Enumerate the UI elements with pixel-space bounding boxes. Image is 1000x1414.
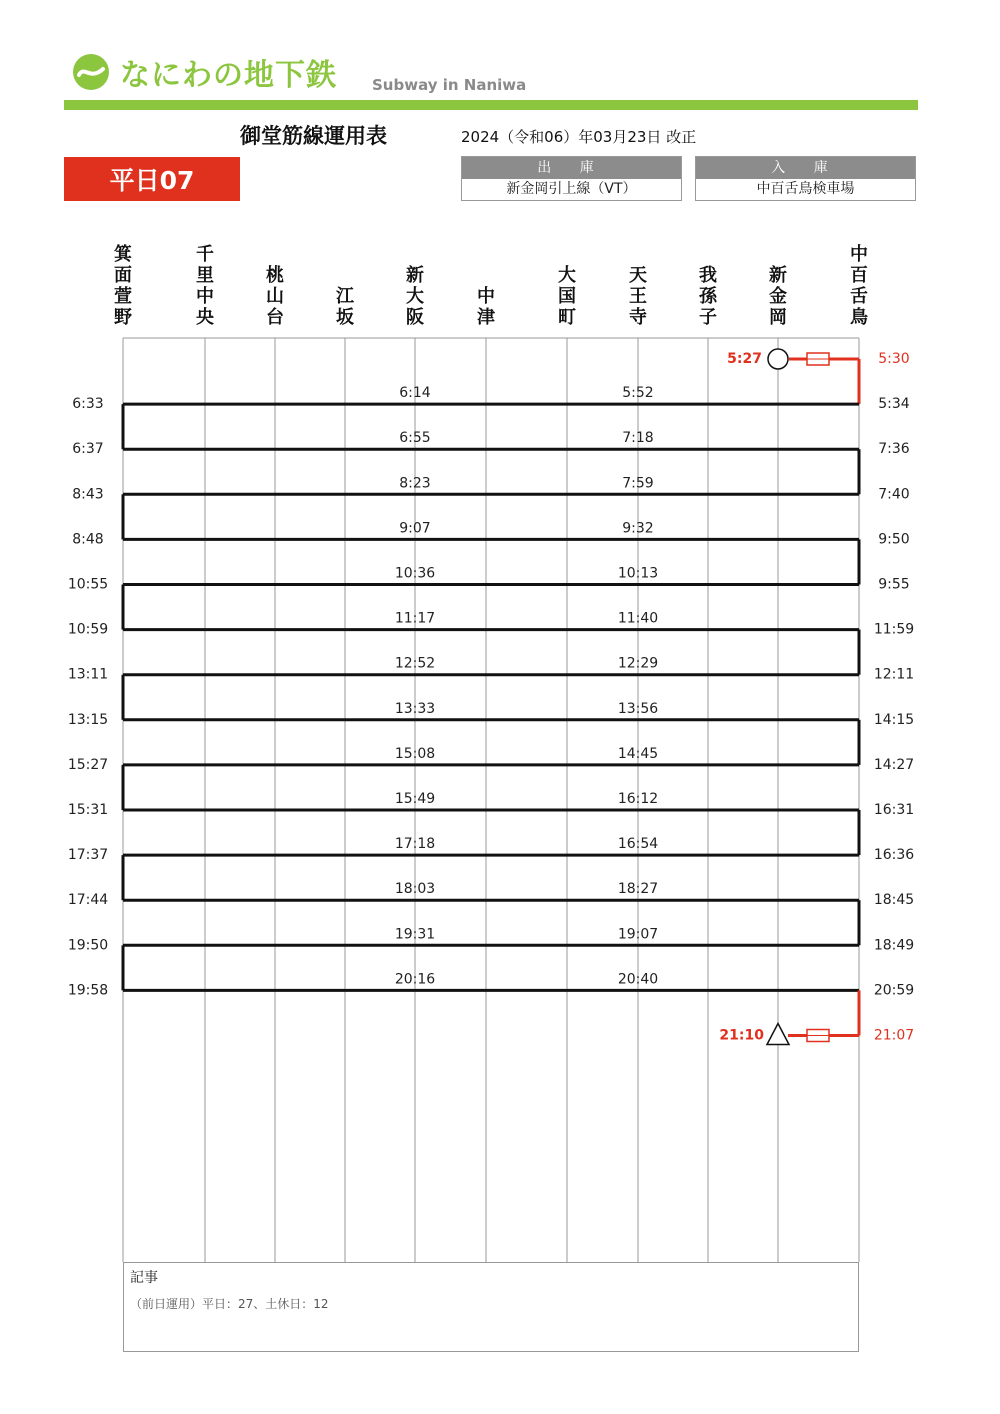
- notes-title: 記事: [130, 1270, 158, 1286]
- nakamozu-arrival-time: 18:45: [873, 892, 915, 909]
- station-name-char: 町: [558, 307, 576, 328]
- tennoji-time: 10:13: [617, 565, 659, 582]
- tennoji-time: 11:40: [617, 610, 659, 627]
- shin-osaka-time: 15:49: [394, 791, 436, 807]
- station-name-char: 中: [850, 244, 868, 265]
- station-name-char: 萱: [114, 286, 132, 307]
- tennoji-time: 16:12: [617, 791, 659, 807]
- shin-osaka-time: 20:16: [394, 971, 436, 988]
- station-name-char: 寺: [629, 307, 647, 328]
- station-name-char: 千: [196, 244, 214, 265]
- nakamozu-departure-time: 7:40: [878, 486, 910, 503]
- station-name-char: 我: [699, 265, 717, 286]
- shin-osaka-time: 17:18: [394, 836, 436, 853]
- station-name-char: 津: [477, 307, 495, 328]
- station-name-char: 子: [699, 307, 717, 328]
- tennoji-time: 14:45: [617, 745, 659, 762]
- shin-osaka-time: 13:33: [394, 700, 436, 717]
- minoo-arrival-time: 10:55: [67, 576, 109, 593]
- station-name-char: 阪: [406, 307, 424, 328]
- nakamozu-departure-time: 9:55: [878, 576, 910, 593]
- minoo-departure-time: 17:44: [67, 892, 109, 909]
- nakamozu-departure-time: 16:36: [873, 847, 915, 864]
- brand-name: なにわの地下鉄: [120, 58, 337, 93]
- station-name-char: 鳥: [850, 307, 868, 328]
- notes-box: [123, 1262, 859, 1352]
- tennoji-time: 20:40: [617, 971, 659, 988]
- document-title: 御堂筋線運用表: [240, 124, 387, 148]
- station-name-char: 金: [769, 286, 787, 307]
- station-name-char: 桃: [266, 265, 284, 286]
- station-name-char: 里: [196, 265, 214, 286]
- minoo-arrival-time: 8:43: [72, 486, 104, 503]
- depot-start-icon: [768, 349, 788, 369]
- station-name-char: 孫: [699, 286, 717, 307]
- station-name-char: 大: [406, 286, 424, 307]
- station-name-char: 天: [629, 265, 647, 286]
- station-name-char: 新: [406, 265, 424, 286]
- out-end-time: 5:30: [878, 351, 910, 367]
- notes-text: （前日運用）平日：27、土休日：12: [130, 1297, 329, 1311]
- tennoji-time: 18:27: [617, 881, 659, 898]
- tennoji-time: 7:59: [622, 475, 654, 492]
- shin-osaka-time: 19:31: [394, 926, 436, 943]
- nakamozu-departure-time: 18:49: [873, 937, 915, 954]
- tennoji-time: 9:32: [622, 520, 654, 537]
- station-name-char: 舌: [850, 286, 868, 307]
- shin-osaka-time: 12:52: [394, 655, 436, 672]
- tennoji-time: 12:29: [617, 655, 659, 672]
- station-name-char: 野: [114, 307, 132, 328]
- station-name-char: 中: [477, 286, 495, 307]
- nakamozu-arrival-time: 20:59: [873, 982, 915, 999]
- shin-osaka-time: 11:17: [394, 610, 436, 627]
- out-start-time: 5:27: [727, 351, 762, 367]
- shin-osaka-time: 10:36: [394, 565, 436, 582]
- nakamozu-departure-time: 5:34: [878, 396, 910, 413]
- nakamozu-arrival-time: 11:59: [873, 621, 915, 638]
- station-name-char: 山: [266, 286, 284, 307]
- tennoji-time: 7:18: [622, 430, 654, 447]
- depot-in-value: 中百舌鳥検車場: [756, 181, 855, 197]
- station-name-char: 国: [558, 286, 576, 307]
- brand-subtitle: Subway in Naniwa: [372, 76, 527, 94]
- station-name-char: 台: [266, 307, 284, 328]
- shin-osaka-time: 6:55: [399, 430, 431, 447]
- station-name-char: 坂: [336, 307, 354, 328]
- minoo-departure-time: 15:31: [67, 802, 109, 818]
- station-name-char: 央: [196, 307, 214, 328]
- tennoji-time: 16:54: [617, 836, 659, 853]
- shin-osaka-time: 8:23: [399, 475, 431, 492]
- nakamozu-departure-time: 12:11: [873, 666, 915, 683]
- nakamozu-arrival-time: 7:36: [878, 441, 910, 458]
- nakamozu-arrival-time: 9:50: [878, 531, 910, 548]
- minoo-departure-time: 13:15: [67, 711, 109, 728]
- tennoji-time: 13:56: [617, 700, 659, 717]
- minoo-departure-time: 10:59: [67, 621, 109, 638]
- tennoji-time: 5:52: [622, 385, 654, 402]
- station-name-char: 王: [629, 286, 647, 307]
- shin-osaka-time: 15:08: [394, 745, 436, 762]
- nakamozu-arrival-time: 16:31: [873, 802, 915, 818]
- depot-out-value: 新金岡引上線（VT）: [506, 181, 637, 197]
- minoo-arrival-time: 15:27: [67, 756, 109, 773]
- station-name-char: 大: [558, 265, 576, 286]
- station-name-char: 江: [336, 286, 354, 307]
- station-name-char: 岡: [769, 307, 787, 328]
- depot-end-icon: [767, 1024, 789, 1045]
- nakamozu-departure-time: 14:27: [873, 756, 915, 773]
- revision-date: 2024（令和06）年03月23日 改正: [461, 128, 697, 146]
- service-badge: 平日07: [64, 157, 240, 201]
- station-name-char: 百: [850, 265, 868, 286]
- shin-osaka-time: 9:07: [399, 520, 431, 537]
- station-name-char: 面: [114, 265, 132, 286]
- minoo-departure-time: 8:48: [72, 531, 104, 548]
- shin-osaka-time: 6:14: [399, 385, 431, 402]
- minoo-departure-time: 6:37: [72, 441, 104, 458]
- minoo-arrival-time: 17:37: [67, 847, 109, 864]
- minoo-departure-time: 19:58: [67, 982, 109, 999]
- minoo-arrival-time: 13:11: [67, 666, 109, 683]
- minoo-arrival-time: 19:50: [67, 937, 109, 954]
- station-name-char: 箕: [114, 244, 132, 265]
- station-name-char: 新: [769, 265, 787, 286]
- in-end-time: 21:10: [719, 1027, 764, 1044]
- station-name-char: 中: [196, 286, 214, 307]
- depot-out-label: 出 庫: [462, 157, 681, 179]
- depot-in-label: 入 庫: [696, 157, 915, 179]
- shin-osaka-time: 18:03: [394, 881, 436, 898]
- in-start-time: 21:07: [873, 1027, 915, 1044]
- tennoji-time: 19:07: [617, 926, 659, 943]
- minoo-arrival-time: 6:33: [72, 396, 104, 413]
- nakamozu-arrival-time: 14:15: [873, 711, 915, 728]
